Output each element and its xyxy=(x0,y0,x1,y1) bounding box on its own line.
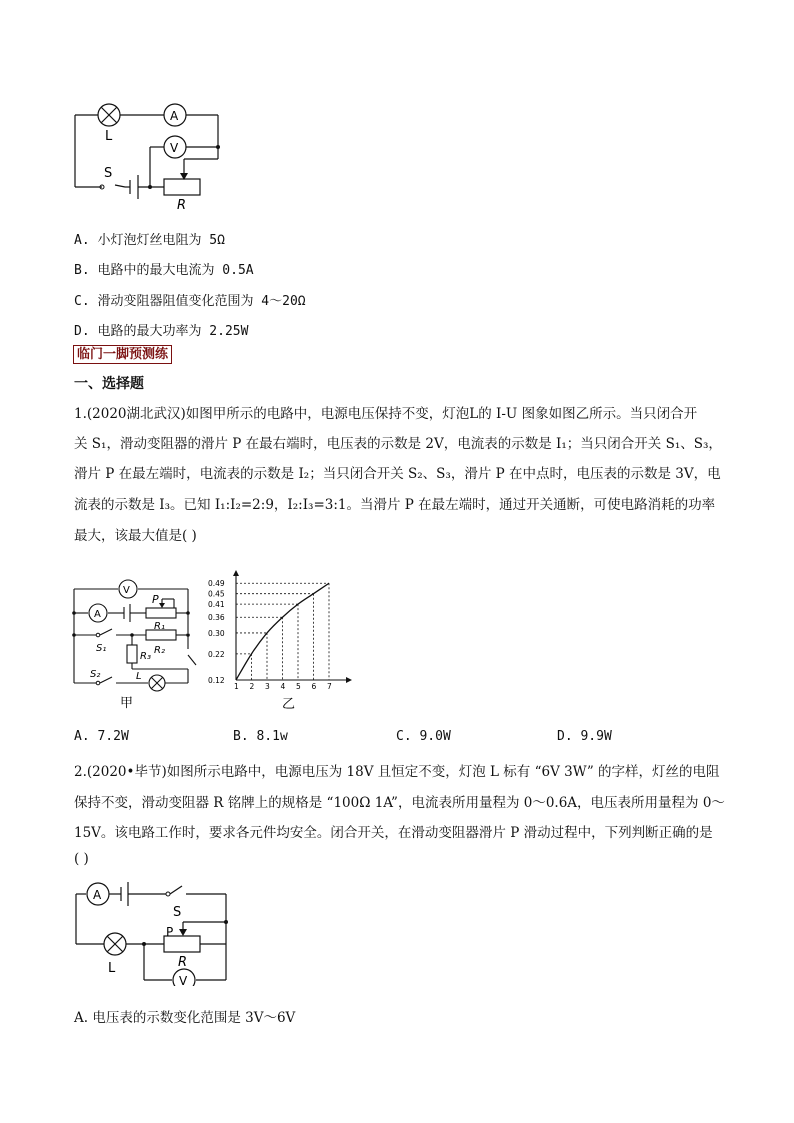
y-tick-1: 0.22 xyxy=(208,649,225,659)
chart-caption: 乙 xyxy=(282,697,296,712)
fig1-label-V: V xyxy=(170,141,179,155)
y-tick-5: 0.45 xyxy=(208,589,225,599)
q2-line-3: 15V。该电路工作时，要求各元件均安全。闭合开关，在滑动变阻器滑片 P 滑动过程中，下列判断正确的是 xyxy=(74,825,713,841)
y-tick-4: 0.41 xyxy=(208,600,225,610)
q2-line-2: 保持不变，滑动变阻器 R 铭牌上的规格是 “100Ω 1A”，电流表所用量程为 0～0.6A，电压表所用量程为 0～ xyxy=(74,795,725,811)
q2-fig-label-A: A xyxy=(93,888,102,902)
q2-fig-label-L: L xyxy=(108,961,116,976)
prev-option-c[interactable]: C. 滑动变阻器阻值变化范围为 4～20Ω xyxy=(74,294,306,309)
fig1-label-R: R xyxy=(177,198,187,213)
x-tick-6: 7 xyxy=(327,682,332,691)
q2-option-a[interactable]: A. 电压表的示数变化范围是 3V～6V xyxy=(74,1010,296,1026)
jia-label-R2: R₂ xyxy=(154,645,165,656)
iu-chart xyxy=(206,570,356,716)
jia-label-P: P xyxy=(152,593,159,606)
circuit-figure-q2 xyxy=(66,876,246,986)
q1-option-d[interactable]: D. 9.9W xyxy=(557,729,612,744)
y-tick-3: 0.36 xyxy=(208,613,225,623)
jia-label-R1: R₁ xyxy=(154,621,165,632)
y-tick-2: 0.30 xyxy=(208,628,225,638)
q2-fig-label-R: R xyxy=(178,955,188,970)
section-badge: 临门一脚预测练 xyxy=(73,345,172,364)
x-tick-1: 2 xyxy=(249,682,255,691)
q1-line-4: 流表的示数是 I₃。已知 I₁:I₂=2:9，I₂:I₃=3:1。当滑片 P 在最左端时，通过开关通断，可使电路消耗的功率 xyxy=(74,497,716,513)
q2-fig-label-P: P xyxy=(166,925,174,939)
jia-label-A: A xyxy=(94,609,101,620)
y-tick-6: 0.49 xyxy=(208,579,225,589)
q1-line-3: 滑片 P 在最左端时，电流表的示数是 I₂；当只闭合开关 S₂、S₃，滑片 P 在中点时，电压表的示数是 3V，电 xyxy=(74,466,721,482)
q1-option-a[interactable]: A. 7.2W xyxy=(74,729,129,744)
x-tick-2: 3 xyxy=(265,682,270,691)
circuit-figure-jia xyxy=(66,573,206,713)
x-tick-3: 4 xyxy=(280,682,286,691)
jia-label-V: V xyxy=(123,585,130,596)
fig1-label-S: S xyxy=(104,166,113,181)
jia-label-R3: R₃ xyxy=(140,651,151,662)
q1-line-1: 1.(2020湖北武汉)如图甲所示的电路中，电源电压保持不变，灯泡L的 I-U 图象如图乙所示。当只闭合开 xyxy=(74,406,698,422)
q1-option-b[interactable]: B. 8.1w xyxy=(233,729,288,744)
q2-fig-label-S: S xyxy=(173,905,182,920)
q1-line-5: 最大，该最大值是( ) xyxy=(74,528,197,544)
x-tick-4: 5 xyxy=(296,682,301,691)
q1-line-2: 关 S₁，滑动变阻器的滑片 P 在最右端时，电压表的示数是 2V，电流表的示数是 I₁；当只闭合开关 S₁、S₃， xyxy=(74,436,722,452)
q2-line-1: 2.(2020•毕节)如图所示电路中，电源电压为 18V 且恒定不变，灯泡 L 标有 “6V 3W” 的字样，灯丝的电阻 xyxy=(74,764,720,780)
y-tick-0: 0.12 xyxy=(208,676,225,685)
jia-label-L: L xyxy=(136,671,142,682)
jia-label-S1: S₁ xyxy=(96,643,107,654)
fig1-label-A: A xyxy=(170,109,179,123)
prev-option-b[interactable]: B. 电路中的最大电流为 0.5A xyxy=(74,263,254,278)
prev-option-a[interactable]: A. 小灯泡灯丝电阻为 5Ω xyxy=(74,233,225,248)
jia-label-S2: S₂ xyxy=(90,669,101,680)
x-tick-5: 6 xyxy=(311,682,317,691)
q2-line-4: ( ) xyxy=(74,851,89,867)
q1-option-c[interactable]: C. 9.0W xyxy=(396,729,451,744)
prev-option-d[interactable]: D. 电路的最大功率为 2.25W xyxy=(74,324,249,339)
jia-caption: 甲 xyxy=(120,696,134,711)
section-heading: 一、选择题 xyxy=(74,376,144,392)
q2-fig-label-V: V xyxy=(179,974,188,986)
x-tick-0: 1 xyxy=(234,682,239,691)
fig1-label-L: L xyxy=(105,129,113,144)
circuit-figure-top xyxy=(60,95,240,215)
